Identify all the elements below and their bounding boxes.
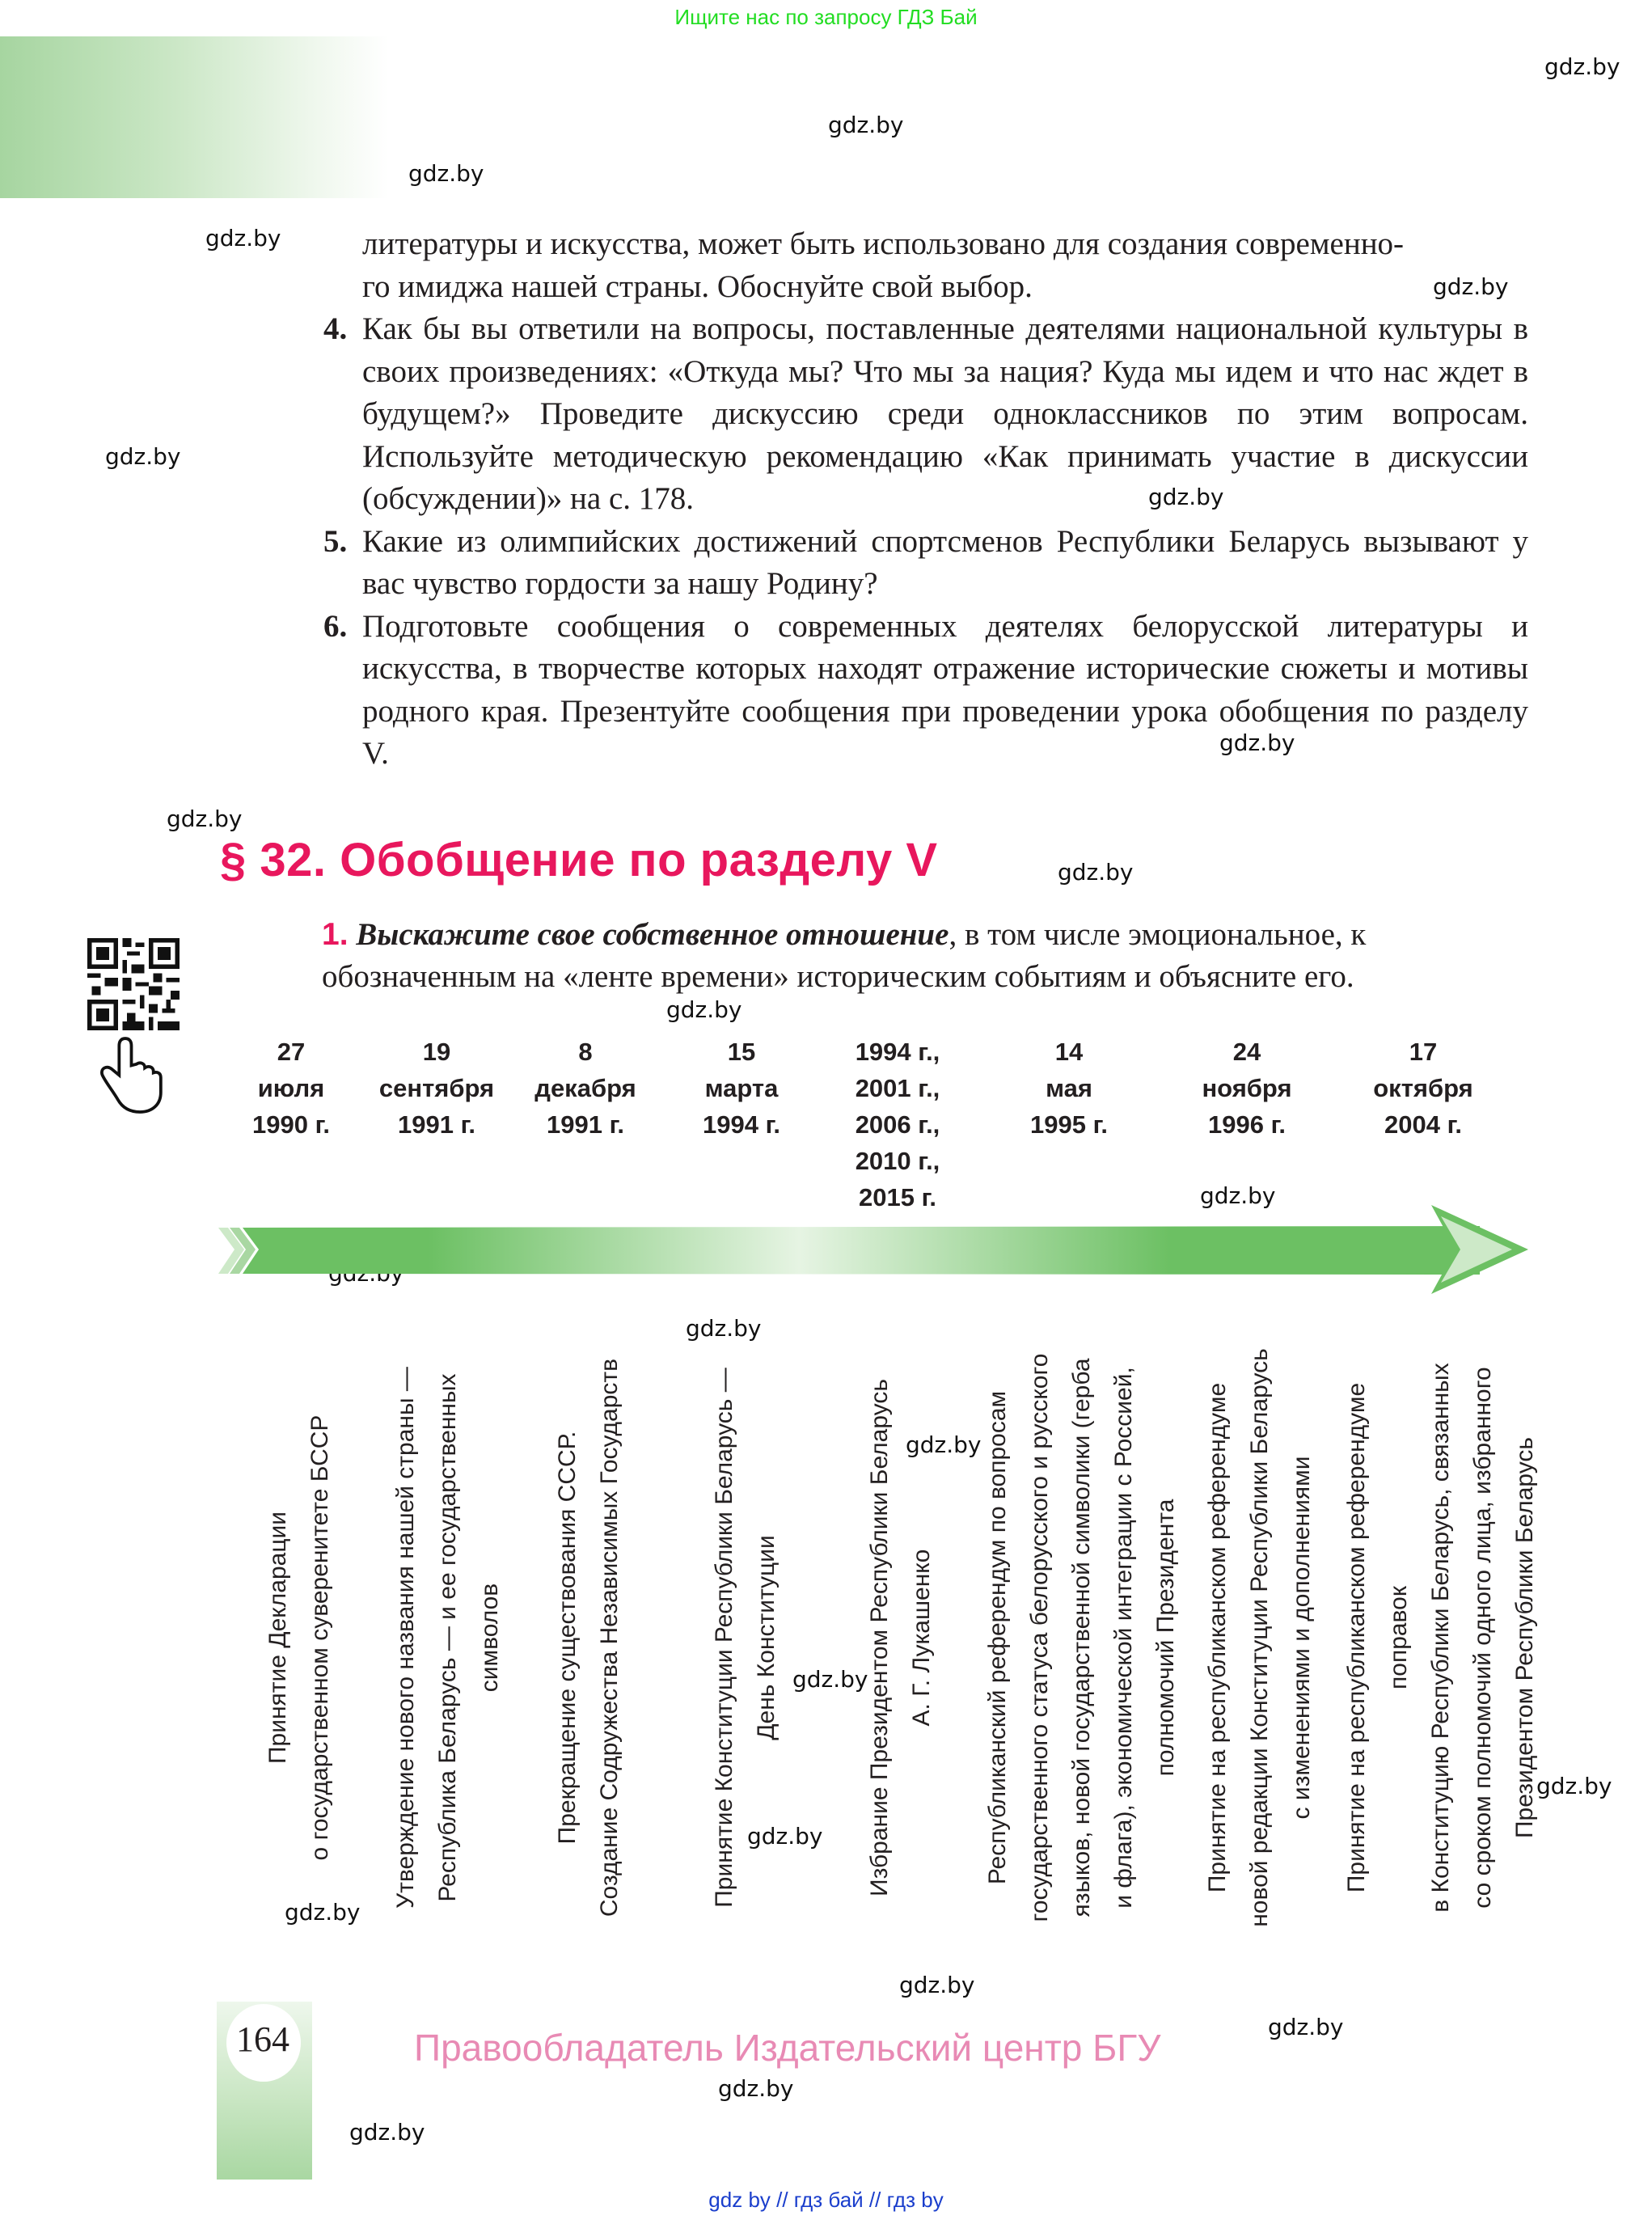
green-corner-decoration (0, 36, 388, 198)
timeline-event: Принятие на республиканском референдуме поправок в Конституцию Республики Беларусь, связанных со сроком полномочий одного лица, избранного Президентом Республики Беларусь (1343, 1363, 1538, 1913)
timeline-date: 19 сентября 1991 г. (378, 1038, 495, 1139)
task-number: 4. (323, 311, 348, 346)
watermark: gdz.by (349, 2119, 425, 2146)
watermark: gdz.by (747, 1823, 823, 1850)
timeline-event: Утверждение нового названия нашей страны — Республика Беларусь — и ее государственных символов (392, 1367, 503, 1909)
watermark: gdz.by (686, 1315, 762, 1342)
watermark: gdz.by (792, 1666, 868, 1693)
task-emphasis: Выскажите свое собственное отношение (356, 917, 949, 952)
task-number: 1. (322, 917, 349, 952)
task-number: 6. (323, 608, 348, 644)
top-banner[interactable]: Ищите нас по запросу ГДЗ Бай (674, 5, 978, 29)
task-6 (323, 606, 1528, 776)
watermark: gdz.by (285, 1899, 361, 1926)
continuation-text: литературы и искусства, может быть использовано для создания современно- го имиджа нашей страны. Обоснуйте свой выбор. (362, 226, 1405, 304)
task-number: 5. (323, 523, 348, 559)
watermark: gdz.by (205, 225, 281, 252)
watermark: gdz.by (718, 2075, 794, 2102)
questions-block (323, 223, 1528, 776)
watermark: gdz.by (1536, 1773, 1612, 1799)
task-text: Подготовьте сообщения о современных деятелях белорусской литературы и искусства, в творчестве которых находят отражение исторические сюжеты и мотивы родного края. Презентуйте сообщения при проведении урока обобщения по разделу V. (362, 608, 1528, 771)
timeline-date: 8 декабря 1991 г. (534, 1038, 636, 1139)
watermark: gdz.by (1148, 484, 1224, 510)
bottom-links[interactable]: gdz by // гдз бай // гдз by (708, 2188, 944, 2212)
watermark: gdz.by (828, 112, 904, 138)
timeline-event: Принятие Декларации о государственном суверенитете БССР (264, 1414, 333, 1861)
timeline-event: Прекращение существования СССР. Создание Содружества Независимых Государств (554, 1358, 623, 1917)
watermark: gdz.by (899, 1972, 975, 1998)
watermark: gdz.by (1433, 273, 1509, 300)
task-text: Какие из олимпийских достижений спортсменов Республики Беларусь вызывают у вас чувство гордости за нашу Родину? (362, 523, 1528, 601)
watermark: gdz.by (1058, 859, 1134, 886)
task-4 (323, 308, 1528, 521)
watermark: gdz.by (105, 443, 181, 470)
timeline-event: Республиканский референдум по вопросам государственного статуса белорусского и русского языков, новой государственной символики (герба и флага), экономической интеграции с Россией, полномочий Президента (984, 1353, 1179, 1922)
watermark: gdz.by (1200, 1182, 1276, 1209)
watermark: gdz.by (906, 1431, 982, 1458)
watermark: gdz.by (1219, 729, 1295, 756)
watermark: gdz.by (167, 805, 243, 832)
task-5 (323, 521, 1528, 606)
watermark: gdz.by (1544, 53, 1620, 80)
timeline-events (0, 1314, 1652, 1961)
timeline-arrow (218, 1205, 1532, 1294)
watermark: gdz.by (666, 996, 742, 1023)
section-task-1 (322, 914, 1528, 998)
timeline-event: Принятие на республиканском референдуме новой редакции Конституции Республики Беларусь с изменениями и дополнениями (1204, 1348, 1315, 1927)
timeline-date: 14 мая 1995 г. (1030, 1038, 1108, 1139)
timeline-date: 17 октября 2004 г. (1373, 1038, 1473, 1139)
task-text: , в том числе эмоциональное, к обозначенным на «ленте времени» историческим событиям и объясните его. (322, 917, 1367, 994)
pointing-hand-icon (95, 1034, 170, 1114)
watermark: gdz.by (1268, 2014, 1344, 2040)
section-title: § 32. Обобщение по разделу V (220, 834, 938, 886)
qr-code-icon[interactable] (87, 938, 180, 1030)
task-text: Как бы вы ответили на вопросы, поставленные деятелями национальной культуры в своих произведениях: «Откуда мы? Что мы за нация? Куда мы идем и что нас ждет в будущем?» Проведите дискуссию среди одноклассников по этим вопросам. Используйте методическую рекомендацию «Как принимать участие в дискуссии (обсуждении)» на с. 178. (362, 311, 1528, 516)
timeline-date: 1994 г., 2001 г., 2006 г., 2010 г., 2015 г. (855, 1038, 940, 1211)
copyright-notice: Правообладатель Издательский центр БГУ (414, 2027, 1161, 2069)
timeline-event: Избрание Президентом Республики Беларусь А. Г. Лукашенко (866, 1379, 935, 1896)
timeline-date: 27 июля 1990 г. (252, 1038, 330, 1139)
timeline-event: Принятие Конституции Республики Беларусь — День Конституции (711, 1368, 780, 1908)
timeline-date: 15 марта 1994 г. (703, 1038, 780, 1139)
page-number: 164 (236, 2019, 289, 2059)
watermark: gdz.by (408, 160, 484, 187)
timeline-date: 24 ноября 1996 г. (1202, 1038, 1292, 1139)
